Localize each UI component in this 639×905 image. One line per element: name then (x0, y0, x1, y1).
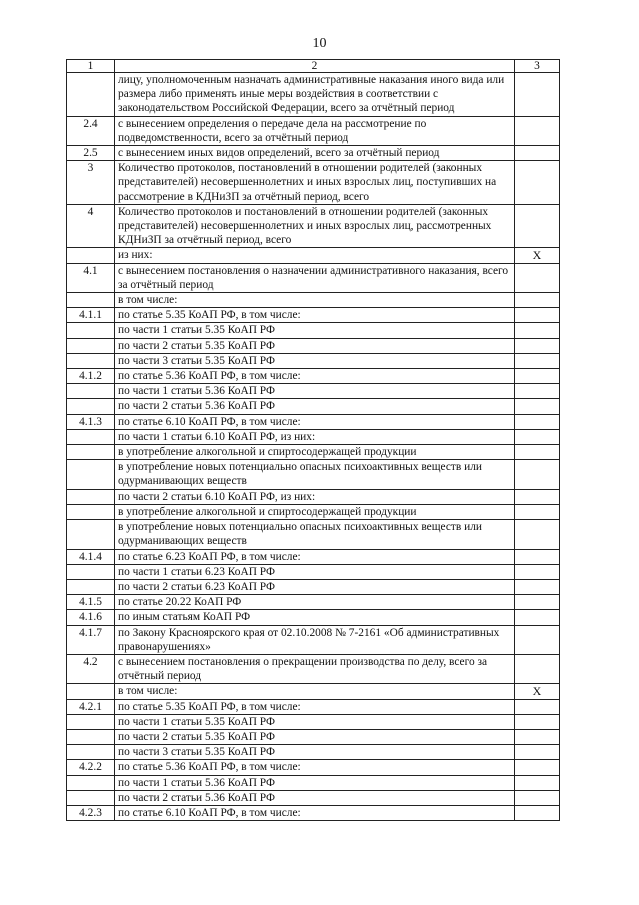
row-number: 4.2 (67, 654, 115, 683)
table-row (67, 489, 560, 504)
row-number (67, 293, 115, 308)
row-value (515, 775, 560, 790)
row-description: в употребление алкогольной и спиртосодержащей продукции (115, 445, 515, 460)
table-row (67, 338, 560, 353)
row-description: по части 3 статьи 5.35 КоАП РФ (115, 353, 515, 368)
table-row (67, 520, 560, 549)
row-value (515, 745, 560, 760)
row-description: по части 2 статьи 6.10 КоАП РФ, из них: (115, 489, 515, 504)
row-description: по иным статьям КоАП РФ (115, 610, 515, 625)
table-row (67, 790, 560, 805)
row-number (67, 384, 115, 399)
row-description: в употребление новых потенциально опасных психоактивных веществ или одурманивающих веществ (115, 460, 515, 489)
row-value (515, 204, 560, 248)
table-row (67, 714, 560, 729)
row-number (67, 714, 115, 729)
row-value (515, 549, 560, 564)
row-number (67, 338, 115, 353)
table-row (67, 729, 560, 744)
row-value (515, 579, 560, 594)
row-number: 4.2.1 (67, 699, 115, 714)
row-value (515, 161, 560, 205)
row-value (515, 308, 560, 323)
row-value (515, 489, 560, 504)
row-value (515, 263, 560, 292)
table-row (67, 549, 560, 564)
column-header: 3 (515, 60, 560, 73)
table-row (67, 353, 560, 368)
row-number: 2.5 (67, 146, 115, 161)
table-row (67, 504, 560, 519)
row-description: по статье 6.23 КоАП РФ, в том числе: (115, 549, 515, 564)
row-value (515, 293, 560, 308)
row-number (67, 504, 115, 519)
table-row (67, 308, 560, 323)
table-row (67, 399, 560, 414)
row-value (515, 790, 560, 805)
row-number (67, 460, 115, 489)
table-row (67, 248, 560, 263)
row-number (67, 429, 115, 444)
row-value (515, 625, 560, 654)
row-description: из них: (115, 248, 515, 263)
row-value (515, 338, 560, 353)
row-description: по статье 6.10 КоАП РФ, в том числе: (115, 805, 515, 820)
row-value (515, 384, 560, 399)
row-value (515, 323, 560, 338)
row-description: в том числе: (115, 684, 515, 699)
table-row (67, 745, 560, 760)
row-number (67, 73, 115, 117)
row-number (67, 775, 115, 790)
row-value (515, 595, 560, 610)
row-description: по части 2 статьи 5.36 КоАП РФ (115, 790, 515, 805)
row-description: по части 2 статьи 5.35 КоАП РФ (115, 338, 515, 353)
table-row (67, 414, 560, 429)
report-table (66, 59, 560, 821)
table-row (67, 204, 560, 248)
row-value (515, 760, 560, 775)
row-number (67, 684, 115, 699)
table-row (67, 146, 560, 161)
row-number: 4.1.5 (67, 595, 115, 610)
column-header: 2 (115, 60, 515, 73)
row-description: в употребление новых потенциально опасных психоактивных веществ или одурманивающих веществ (115, 520, 515, 549)
row-description: в употребление алкогольной и спиртосодержащей продукции (115, 504, 515, 519)
table-row (67, 684, 560, 699)
row-description: по части 2 статьи 5.36 КоАП РФ (115, 399, 515, 414)
row-number: 3 (67, 161, 115, 205)
row-number (67, 579, 115, 594)
row-description: лицу, уполномоченным назначать административные наказания иного вида или размера либо применять иные меры воздействия в соответствии с законодательством Российской Федерации, всего за отчётный период (115, 73, 515, 117)
table-row (67, 654, 560, 683)
row-value (515, 369, 560, 384)
row-value (515, 73, 560, 117)
row-description: в том числе: (115, 293, 515, 308)
row-description: по части 1 статьи 5.35 КоАП РФ (115, 323, 515, 338)
row-value (515, 805, 560, 820)
row-value (515, 729, 560, 744)
table-row (67, 429, 560, 444)
row-value (515, 564, 560, 579)
row-number (67, 399, 115, 414)
page-number: 10 (312, 36, 327, 51)
row-description: по части 2 статьи 5.35 КоАП РФ (115, 729, 515, 744)
row-description: Количество протоколов и постановлений в отношении родителей (законных представителей) несовершеннолетних и иных взрослых лиц, рассмотренных КДНиЗП за отчётный период, всего (115, 204, 515, 248)
row-value (515, 116, 560, 145)
row-description: по части 2 статьи 6.23 КоАП РФ (115, 579, 515, 594)
row-number: 4 (67, 204, 115, 248)
row-description: Количество протоколов, постановлений в отношении родителей (законных представителей) несовершеннолетних и иных взрослых лиц, поступивших на рассмотрение в КДНиЗП за отчётный период, всего (115, 161, 515, 205)
row-description: по статье 5.35 КоАП РФ, в том числе: (115, 699, 515, 714)
row-number: 2.4 (67, 116, 115, 145)
row-number (67, 489, 115, 504)
row-number (67, 248, 115, 263)
table-row (67, 610, 560, 625)
row-number: 4.1.6 (67, 610, 115, 625)
row-number (67, 520, 115, 549)
row-description: по части 1 статьи 5.36 КоАП РФ (115, 384, 515, 399)
row-value: X (515, 248, 560, 263)
table-row (67, 805, 560, 820)
row-description: с вынесением иных видов определений, всего за отчётный период (115, 146, 515, 161)
row-description: по части 1 статьи 6.10 КоАП РФ, из них: (115, 429, 515, 444)
row-number: 4.1.2 (67, 369, 115, 384)
table-row (67, 263, 560, 292)
table-row (67, 445, 560, 460)
row-number (67, 353, 115, 368)
row-number: 4.1 (67, 263, 115, 292)
table-row (67, 384, 560, 399)
table-row (67, 73, 560, 117)
table-row (67, 699, 560, 714)
row-value: X (515, 684, 560, 699)
row-description: с вынесением определения о передаче дела на рассмотрение по подведомственности, всего за отчётный период (115, 116, 515, 145)
row-number (67, 790, 115, 805)
row-number (67, 445, 115, 460)
row-description: по части 1 статьи 6.23 КоАП РФ (115, 564, 515, 579)
row-value (515, 429, 560, 444)
table-row (67, 625, 560, 654)
row-description: по статье 20.22 КоАП РФ (115, 595, 515, 610)
row-number: 4.1.1 (67, 308, 115, 323)
row-number (67, 323, 115, 338)
table-row (67, 323, 560, 338)
row-value (515, 714, 560, 729)
row-value (515, 520, 560, 549)
row-description: по статье 6.10 КоАП РФ, в том числе: (115, 414, 515, 429)
row-value (515, 414, 560, 429)
row-number: 4.2.2 (67, 760, 115, 775)
row-number: 4.1.4 (67, 549, 115, 564)
row-description: по части 1 статьи 5.35 КоАП РФ (115, 714, 515, 729)
row-value (515, 353, 560, 368)
table-row (67, 595, 560, 610)
row-description: по статье 5.35 КоАП РФ, в том числе: (115, 308, 515, 323)
column-header: 1 (67, 60, 115, 73)
table-row (67, 775, 560, 790)
row-description: по статье 5.36 КоАП РФ, в том числе: (115, 760, 515, 775)
table-row (67, 116, 560, 145)
row-value (515, 146, 560, 161)
row-number (67, 729, 115, 744)
row-value (515, 504, 560, 519)
row-number: 4.2.3 (67, 805, 115, 820)
row-number (67, 745, 115, 760)
table-row (67, 460, 560, 489)
table-row (67, 293, 560, 308)
row-description: по статье 5.36 КоАП РФ, в том числе: (115, 369, 515, 384)
row-value (515, 654, 560, 683)
row-value (515, 460, 560, 489)
row-description: по части 1 статьи 5.36 КоАП РФ (115, 775, 515, 790)
row-description: с вынесением постановления о прекращении производства по делу, всего за отчётный период (115, 654, 515, 683)
row-number (67, 564, 115, 579)
table-row (67, 760, 560, 775)
row-description: по Закону Красноярского края от 02.10.2008 № 7-2161 «Об административных правонарушениях» (115, 625, 515, 654)
table-header-row (67, 60, 560, 73)
row-value (515, 399, 560, 414)
table-row (67, 564, 560, 579)
row-description: по части 3 статьи 5.35 КоАП РФ (115, 745, 515, 760)
row-value (515, 610, 560, 625)
row-number: 4.1.3 (67, 414, 115, 429)
table-row (67, 161, 560, 205)
table-row (67, 369, 560, 384)
table-row (67, 579, 560, 594)
row-value (515, 445, 560, 460)
row-value (515, 699, 560, 714)
row-description: с вынесением постановления о назначении административного наказания, всего за отчётный период (115, 263, 515, 292)
row-number: 4.1.7 (67, 625, 115, 654)
